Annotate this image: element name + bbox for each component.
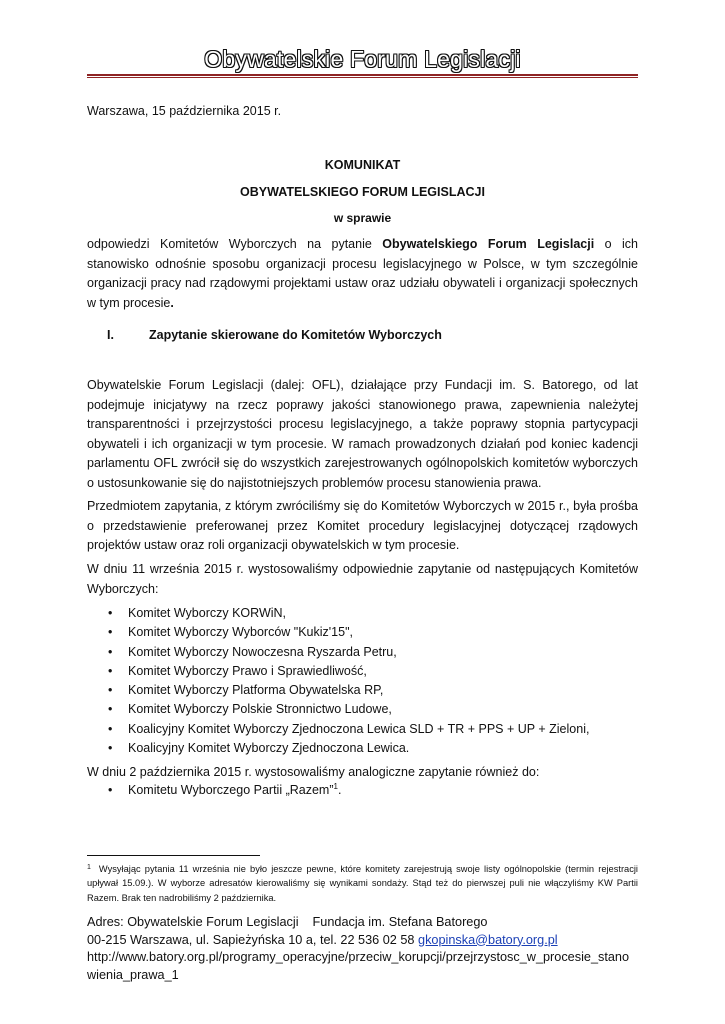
paragraph-october: W dniu 2 października 2015 r. wystosowaliśmy analogiczne zapytanie również do: (87, 765, 540, 779)
list-item-text: Komitet Wyborczy Wyborców "Kukiz'15", (128, 625, 353, 640)
bullet-icon: • (108, 606, 113, 620)
list-item-text: Komitet Wyborczy Prawo i Sprawiedliwość, (128, 663, 367, 678)
committee-list (106, 604, 589, 758)
paragraph-september: W dniu 11 września 2015 r. wystosowaliśmy odpowiednie zapytanie od następujących Komitetów Wyborczych: (87, 562, 638, 596)
list-item (106, 643, 589, 662)
document-footer (87, 914, 647, 984)
list-item-text: Komitetu Wyborczego Partii „Razem” (128, 783, 334, 797)
bullet-icon: • (108, 741, 113, 756)
footer-contact-line (87, 932, 647, 950)
header-title: Obywatelskie Forum Legislacji (204, 46, 521, 72)
paragraph-ofl-intro: Obywatelskie Forum Legislacji (dalej: OFL), działające przy Fundacji im. S. Batorego, od lat podejmuje inicjatywy na rzecz poprawy jakości stanowionego prawa, zapewnienia należytej transparentności i przejrzystości procesu legislacyjnego, a także poprawy stopnia partycypacji obywateli i ich organizacji w tym procesie. W ramach prowadzonych działań pod koniec kadencji parlamentu OFL zwrócił się do wszystkich zarejestrowanych ogólnopolskich komitetów wyborczych o ustosunkowanie się do najistotniejszych problemów procesu stanowienia prawa. (87, 378, 638, 490)
footnote-reference[interactable]: 1 (333, 781, 338, 791)
bullet-icon: • (108, 644, 113, 659)
title-komunikat: KOMUNIKAT (324, 158, 401, 172)
intro-end: . (170, 295, 174, 310)
bullet-icon: • (108, 783, 113, 797)
footnote (87, 861, 638, 905)
list-item (106, 739, 589, 758)
title-w-sprawie: w sprawie (333, 211, 392, 225)
second-committee-list (106, 781, 341, 800)
list-item-text: Komitet Wyborczy Platforma Obywatelska RP, (128, 683, 384, 698)
list-item (106, 700, 589, 719)
bullet-icon: • (108, 683, 113, 698)
section-number: I. (107, 328, 114, 342)
footer-org: Adres: Obywatelskie Forum Legislacji (87, 915, 299, 929)
list-item (106, 781, 341, 800)
footer-foundation: Fundacja im. Stefana Batorego (312, 915, 488, 929)
section-heading (87, 326, 638, 346)
footnote-text: Wysyłając pytania 11 września nie było jeszcze pewne, które komitety zarejestrują swoje listy ogólnopolskie (termin rejestracji upływał 15.09.). W wyborze adresatów kierowaliśmy się wynikami sondaży. Stąd też do pierwszej puli nie włączyliśmy KW Partii Razem. Brak ten nadrobiliśmy 2 października. (87, 864, 638, 903)
header-rule-thin (87, 77, 638, 78)
intro-paragraph (87, 235, 638, 313)
list-item-text: Komitet Wyborczy KORWiN, (128, 606, 287, 620)
bullet-icon: • (108, 721, 113, 736)
document-date: Warszawa, 15 października 2015 r. (87, 104, 282, 118)
footnote-number: 1 (87, 864, 91, 871)
list-item-end: . (337, 783, 342, 797)
bullet-icon: • (108, 663, 113, 678)
bullet-icon: • (108, 702, 113, 717)
footnote-divider (87, 855, 260, 856)
list-item (106, 604, 589, 623)
list-item-text: Komitet Wyborczy Polskie Stronnictwo Ludowe, (128, 702, 392, 717)
intro-text-2: o ich stanowisko odnośnie sposobu organizacji procesu legislacyjnego w Polsce, w tym szczególnie organizacji pracy nad rządowymi projektami ustaw oraz udziału obywateli i organizacji społecznych w tym procesie (87, 237, 638, 310)
footer-address: 00-215 Warszawa, ul. Sapieżyńska 10 a, tel. 22 536 02 58 (87, 932, 419, 947)
list-item (106, 662, 589, 681)
list-item (106, 623, 589, 642)
intro-text-1: odpowiedzi Komitetów Wyborczych na pytanie (87, 237, 383, 251)
intro-bold-name: Obywatelskiego Forum Legislacji (382, 237, 595, 251)
bullet-icon: • (108, 625, 113, 640)
document-header (87, 44, 638, 80)
footer-address-line (87, 914, 647, 932)
title-organization: OBYWATELSKIEGO FORUM LEGISLACJI (240, 185, 485, 199)
footer-url-line-2[interactable]: wienia_prawa_1 (87, 967, 179, 982)
section-title: Zapytanie skierowane do Komitetów Wyborczych (149, 328, 442, 342)
list-item-text: Koalicyjny Komitet Wyborczy Zjednoczona Lewica. (128, 741, 410, 756)
list-item-text: Koalicyjny Komitet Wyborczy Zjednoczona Lewica SLD + TR + PPS + UP + Zieloni, (128, 721, 590, 736)
list-item (106, 720, 589, 739)
footer-email-link[interactable]: gkopinska@batory.org.pl (418, 932, 558, 947)
list-item-text: Komitet Wyborczy Nowoczesna Ryszarda Petru, (128, 644, 397, 659)
list-item (106, 681, 589, 700)
footer-url-line-1[interactable]: http://www.batory.org.pl/programy_operacyjne/przeciw_korupcji/przejrzystosc_w_procesie_stano (87, 950, 630, 964)
paragraph-subject: Przedmiotem zapytania, z którym zwróciliśmy się do Komitetów Wyborczych w 2015 r., była prośba o przedstawienie preferowanej przez Komitet procedury legislacyjnej dotyczącej rządowych projektów ustaw oraz roli organizacji obywatelskich w tym procesie. (87, 499, 638, 552)
header-rule (87, 74, 638, 76)
